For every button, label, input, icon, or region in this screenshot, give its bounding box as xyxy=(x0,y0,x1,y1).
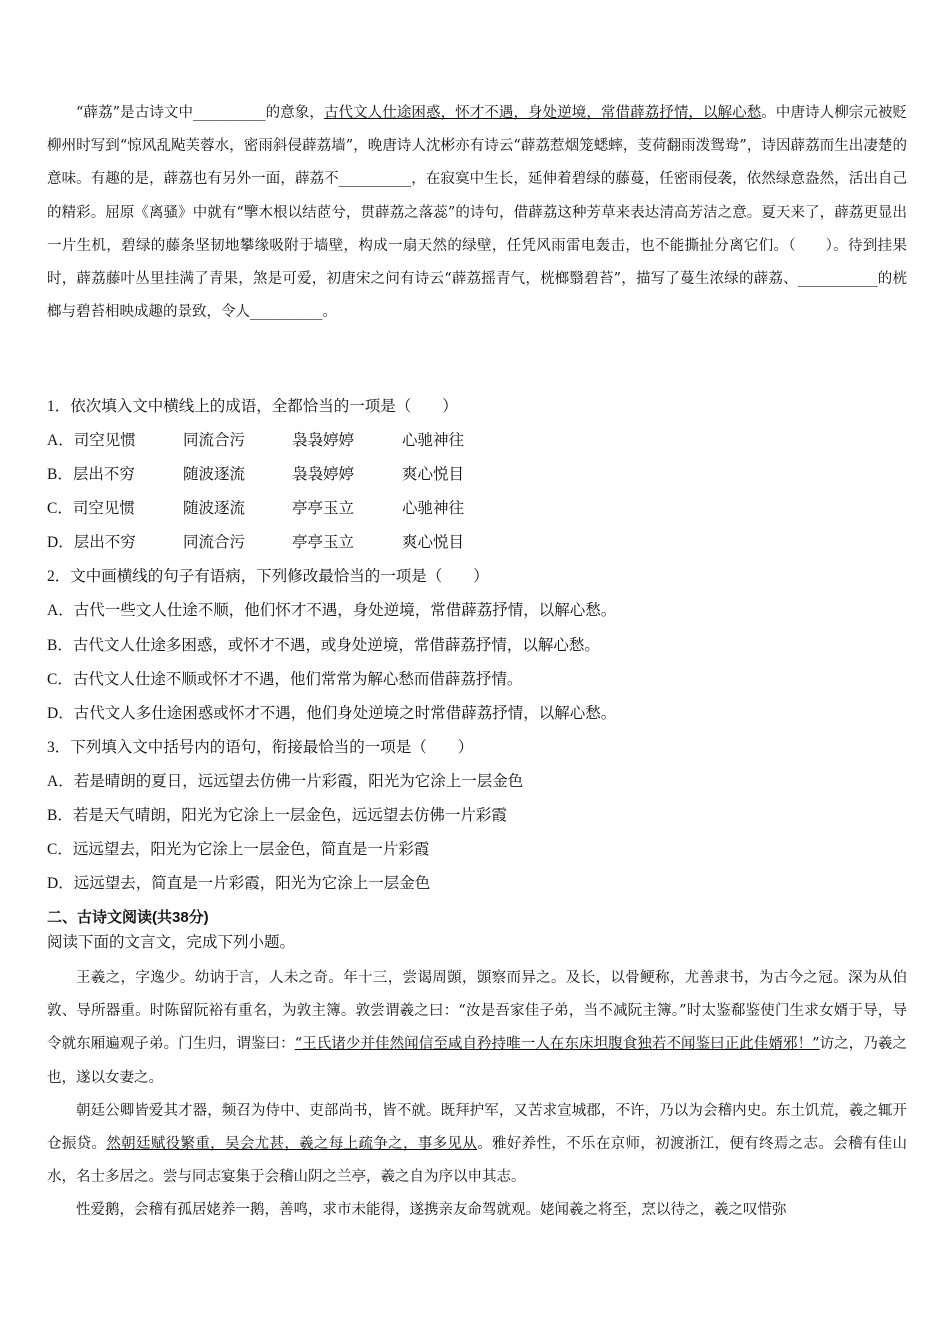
reading-passage xyxy=(47,97,907,329)
q1-option-d-word1: D．层出不穷 xyxy=(47,534,136,551)
classical-paragraph-3: 性爱鹅，会稽有孤居姥养一鹅，善鸣，求市未能得，遂携亲友命驾就观。姥闻羲之将至，烹以待之，羲之叹惜弥 xyxy=(76,1202,787,1219)
section-instruction: 阅读下面的文言文，完成下列小题。 xyxy=(47,934,296,951)
q1-option-b-word1: B．层出不穷 xyxy=(47,466,135,483)
passage-text-rest: 。中唐诗人柳宗元被贬柳州时写到“惊风乱飐芙蓉水，密雨斜侵薜荔墙”，晚唐诗人沈彬亦有诗云“薜荔惹烟笼蟋蟀，芰荷翻雨泼鸳鸯”，诗因薜荔而生出凄楚的意味。有趣的是，薜荔也有另外一面，薜荔不__________，在寂寞中生长，延伸着碧绿的藤蔓，任密雨侵袭，依然绿意盎然，活出自己的精彩。屈原《离骚》中就有“擥木根以结茝兮，贯薜荔之落蕊”的诗句，借薜荔这种芳草来表达清高芳洁之意。夏天来了，薜荔更显出一片生机，碧绿的藤条坚韧地攀缘吸附于墙壁，构成一扇天然的绿壁，任凭风雨雷电轰击，也不能撕扯分离它们。（ ）。待到挂果时，薜荔藤叶丛里挂满了青果，煞是可爱，初唐宋之问有诗云“薜荔摇青气，桄榔翳碧苔”，描写了蔓生浓绿的薜荔、___________的桄榔与碧苔相映成趣的景致，令人__________。 xyxy=(47,105,908,321)
q3-option-a[interactable]: A．若是晴朗的夏日，远远望去仿佛一片彩霞，阳光为它涂上一层金色 xyxy=(47,773,524,790)
passage-paragraph xyxy=(47,97,907,329)
classical-p2-text-a: 朝廷公卿皆爱其才器，频召为侍中、吏部尚书，皆不就。既拜护军，又苦求宣城郡，不许，乃以为会稽内史。东土饥荒，羲之辄开仓振贷。 xyxy=(47,1102,907,1153)
q1-option-c-word4: 心驰神往 xyxy=(402,500,465,517)
q1-option-b-word4: 爽心悦目 xyxy=(402,466,465,483)
q1-option-d[interactable] xyxy=(47,533,464,553)
question-1-stem: 1．依次填入文中横线上的成语，全都恰当的一项是（ ） xyxy=(47,398,458,415)
q1-option-c-word1: C．司空见惯 xyxy=(47,500,135,517)
q2-option-a[interactable]: A．古代一些文人仕途不顺，他们怀才不遇，身处逆境，常借薜荔抒情，以解心愁。 xyxy=(47,602,617,619)
q1-option-b[interactable] xyxy=(47,465,464,485)
passage-text-start: “薜荔”是古诗文中__________的意象， xyxy=(76,105,324,121)
q1-option-d-word3: 亭亭玉立 xyxy=(292,534,355,551)
q1-option-b-word3: 袅袅婷婷 xyxy=(292,466,355,483)
classical-p2-text-b: 。雅好养性，不乐在京师，初渡浙江，便有终焉之志。会稽有佳山水，名士多居之。尝与同志宴集于会稽山阴之兰亭，羲之自为序以申其志。 xyxy=(47,1136,908,1186)
underlined-sentence: 古代文人仕途困惑，怀才不遇，身处逆境，常借薜荔抒情，以解心愁 xyxy=(323,105,762,121)
q3-option-b[interactable]: B．若是天气晴朗，阳光为它涂上一层金色，远远望去仿佛一片彩霞 xyxy=(47,807,507,824)
classical-p1-text: 王羲之，字逸少。幼讷于言，人未之奇。年十三，尝谒周顗，顗察而异之。及长，以骨鲠称，尤善隶书，为古今之冠。深为从伯敦、导所器重。时陈留阮裕有重名，为敦主簿。敦尝谓羲之曰：“汝是吾家佳子弟，当不减阮主簿。”时太鉴郗鉴使门生求女婿于导，导令就东厢遍观子弟。门生归，谓鉴曰： xyxy=(47,970,907,1053)
q1-option-c-word2: 随波逐流 xyxy=(183,500,246,517)
classical-p1-end: 访之，乃羲之也，遂以女妻之。 xyxy=(47,1036,908,1086)
q2-option-b[interactable]: B．古代文人仕途多困惑，或怀才不遇，或身处逆境，常借薜荔抒情，以解心愁。 xyxy=(47,637,600,654)
q3-option-c[interactable]: C．远远望去，阳光为它涂上一层金色，简直是一片彩霞 xyxy=(47,841,430,858)
q1-option-a-word3: 袅袅婷婷 xyxy=(292,432,355,449)
question-3-stem: 3．下列填入文中括号内的语句，衔接最恰当的一项是（ ） xyxy=(47,739,474,756)
classical-paragraph-1 xyxy=(47,962,907,1095)
q1-option-a-word4: 心驰神往 xyxy=(402,432,465,449)
q3-option-d[interactable]: D．远远望去，简直是一片彩霞，阳光为它涂上一层金色 xyxy=(47,875,431,892)
q2-option-d[interactable]: D．古代文人多仕途困惑或怀才不遇，他们身处逆境之时常借薜荔抒情，以解心愁。 xyxy=(47,705,617,722)
q1-option-c[interactable] xyxy=(47,499,464,519)
classical-p2-underlined: 然朝廷赋役繁重，吴会尤甚，羲之每上疏争之，事多见从 xyxy=(106,1136,478,1153)
q1-option-d-word4: 爽心悦目 xyxy=(402,534,465,551)
question-2-stem: 2．文中画横线的句子有语病，下列修改最恰当的一项是（ ） xyxy=(47,568,489,585)
classical-paragraph-2 xyxy=(47,1095,907,1195)
q1-option-b-word2: 随波逐流 xyxy=(183,466,246,483)
classical-passage xyxy=(47,962,907,1228)
q1-option-c-word3: 亭亭玉立 xyxy=(292,500,355,517)
q1-option-d-word2: 同流合污 xyxy=(183,534,246,551)
q1-option-a-word1: A．司空见惯 xyxy=(47,432,136,449)
classical-p1-underlined: “王氏诸少并佳然闻信至咸自矜持唯一人在东床坦腹食独若不闻鉴曰正此佳婿邪！” xyxy=(294,1036,820,1053)
q1-option-a-word2: 同流合污 xyxy=(183,432,246,449)
q1-option-a[interactable] xyxy=(47,431,464,451)
q2-option-c[interactable]: C．古代文人仕途不顺或怀才不遇，他们常常为解心愁而借薜荔抒情。 xyxy=(47,671,523,688)
section-heading: 二、古诗文阅读(共38分) xyxy=(47,909,209,926)
